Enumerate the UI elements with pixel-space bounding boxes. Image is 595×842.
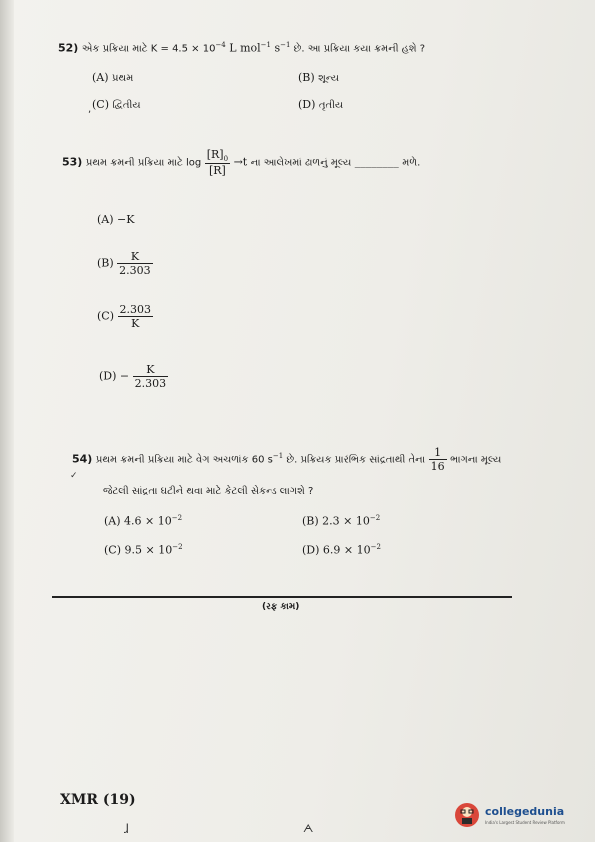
option-text: પ્રથમ — [112, 73, 134, 84]
option-d — [99, 363, 168, 390]
option-d — [298, 98, 343, 111]
option-value: 4.6 × 10 — [124, 514, 172, 528]
exponent: −2 — [172, 543, 183, 551]
exponent: −1 — [272, 451, 284, 460]
fraction-numerator: 2.303 — [119, 303, 151, 316]
option-label: (A) — [97, 213, 114, 226]
option-label: (B) — [302, 514, 319, 528]
page-edge-shadow — [0, 0, 14, 842]
exponent: −4 — [215, 41, 226, 49]
question-54 — [72, 446, 501, 473]
exponent: −2 — [370, 543, 381, 551]
minus-sign: − — [119, 369, 130, 383]
option-fraction — [118, 303, 154, 330]
exponent: −1 — [280, 41, 291, 49]
question-text-line2: જેટલી સાંદ્રતા ઘટીને થવા માટે કેટલી સેકન્ડ લાગશે ? — [103, 486, 314, 497]
fraction-denominator: 16 — [430, 460, 445, 473]
option-text: દ્વિતીય — [112, 100, 141, 111]
brand-tagline: India's Largest Student Review Platform — [485, 820, 565, 825]
option-b — [97, 250, 153, 277]
question-text-tail: છે. આ પ્રક્રિયા કયા ક્રમની હશે ? — [290, 43, 426, 55]
arrow-symbol: →t — [233, 155, 248, 169]
fraction-one-sixteenth — [429, 446, 447, 473]
fraction-numerator: K — [146, 363, 155, 376]
question-text: પ્રથમ ક્રમની પ્રક્રિયા માટે વેગ અચળાંક 60 s — [95, 454, 273, 466]
question-number: 53) — [62, 155, 83, 169]
fraction-denominator: [R] — [205, 163, 230, 177]
option-value: 6.9 × 10 — [322, 543, 371, 557]
collegedunia-watermark — [455, 803, 585, 831]
option-b — [298, 71, 339, 84]
pen-tick-mark: ✓ — [70, 471, 78, 481]
subscript: 0 — [223, 155, 229, 164]
units: s — [270, 41, 281, 55]
question-text: છે. પ્રક્રિયક પ્રારંભિક સાંદ્રતાથી તેના — [283, 454, 426, 466]
paper-code: XMR (19) — [60, 792, 136, 808]
option-label: (B) — [298, 71, 315, 84]
collegedunia-logo-icon — [455, 803, 479, 827]
fraction-denominator: 2.303 — [119, 264, 151, 277]
exponent: −2 — [171, 514, 183, 522]
brand-name: collegedunia — [485, 805, 565, 818]
question-text: ના આલેખમાં ઢાળનું મૂલ્ય — [250, 157, 352, 169]
question-text: પ્રથમ ક્રમની પ્રક્રિયા માટે log — [85, 157, 202, 169]
option-a — [92, 71, 133, 84]
option-label: (D) — [298, 98, 316, 111]
pen-scribble: ɺ — [124, 822, 129, 836]
question-number: 54) — [72, 452, 93, 466]
option-text: −K — [117, 213, 135, 226]
option-c — [104, 543, 183, 557]
option-label: (D) — [99, 369, 117, 383]
option-text: તૃતીય — [318, 100, 344, 111]
question-52 — [58, 41, 425, 55]
option-label: (C) — [97, 309, 114, 323]
option-label: (A) — [92, 71, 109, 84]
question-number: 52) — [58, 41, 79, 55]
log-fraction — [205, 148, 230, 177]
question-text-end: મળે. — [402, 157, 421, 169]
pen-scribble: ᗅ — [303, 822, 314, 835]
fraction-numerator: 1 — [434, 446, 442, 459]
option-value: 2.3 × 10 — [322, 514, 370, 528]
option-text: શૂન્ય — [318, 73, 340, 84]
option-fraction — [117, 250, 153, 277]
option-b — [302, 514, 380, 528]
rough-work-note: (રફ કામ) — [262, 602, 300, 612]
option-a — [97, 213, 134, 226]
units: L mol — [225, 41, 261, 55]
fraction-denominator: 2.303 — [134, 377, 167, 390]
option-label: (C) — [104, 543, 121, 557]
option-label: (C) — [92, 98, 109, 111]
option-label: (A) — [104, 514, 121, 528]
option-label: (B) — [97, 256, 114, 270]
pen-mark: , — [88, 104, 92, 115]
option-value: 9.5 × 10 — [124, 543, 173, 557]
question-text: ભાગના મૂલ્ય — [450, 454, 502, 466]
fraction-denominator: K — [118, 316, 154, 330]
exponent: −2 — [369, 514, 381, 522]
fraction-numerator: [R] — [206, 148, 224, 161]
answer-blank: ________ — [354, 155, 399, 169]
option-label: (D) — [302, 543, 320, 557]
option-c — [92, 98, 141, 111]
option-d — [302, 543, 381, 557]
section-divider — [52, 596, 512, 598]
fraction-numerator: K — [130, 250, 140, 263]
question-53 — [62, 148, 420, 177]
exponent: −1 — [260, 41, 271, 49]
option-a — [104, 514, 182, 528]
option-fraction — [133, 363, 169, 390]
question-text: એક પ્રક્રિયા માટે K = 4.5 × 10 — [81, 43, 216, 55]
option-c — [97, 303, 153, 330]
